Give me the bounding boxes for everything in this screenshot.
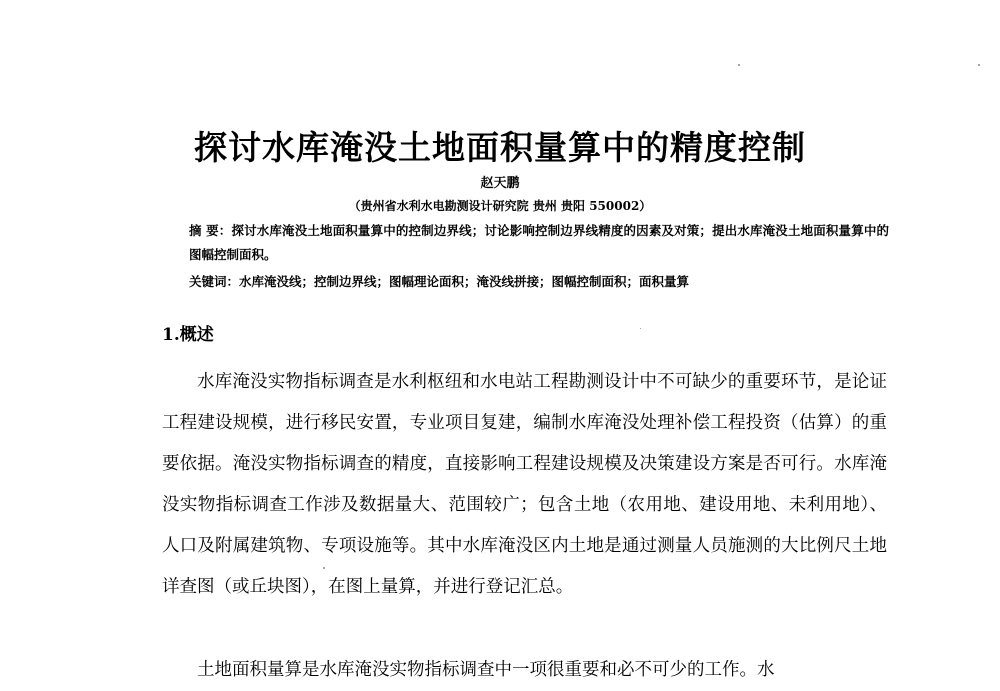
keywords-text: 水库淹没线；控制边界线；图幅理论面积；淹没线拼接；图幅控制面积；面积量算 [239, 274, 690, 289]
body-paragraph-continued: 土地面积量算是水库淹没实物指标调查中一项很重要和必不可少的工作。水 [197, 660, 775, 680]
scan-speck [323, 567, 325, 569]
abstract-text: 探讨水库淹没土地面积量算中的控制边界线；讨论影响控制边界线精度的因素及对策；提出水库淹没土地面积量算中的图幅控制面积。 [189, 223, 889, 262]
body-paragraph: 水库淹没实物指标调查是水利枢纽和水电站工程勘测设计中不可缺少的重要环节，是论证工程建设规模，进行移民安置，专业项目复建，编制水库淹没处理补偿工程投资（估算）的重要依据。淹没实物指标调查的精度，直接影响工程建设规模及决策建设方案是否可行。水库淹没实物指标调查工作涉及数据量大、范围较广；包含土地（农用地、建设用地、未利用地）、人口及附属建筑物、专项设施等。其中水库淹没区内土地是通过测量人员施测的大比例尺土地详查图（或丘块图），在图上量算，并进行登记汇总。 [162, 372, 887, 597]
scan-speck [738, 64, 740, 66]
paper-title: 探讨水库淹没土地面积量算中的精度控制 [194, 128, 806, 167]
author-name: 赵天鹏 [480, 176, 520, 191]
abstract [189, 219, 889, 267]
scan-speck [640, 328, 641, 329]
keywords-label: 关键词： [189, 274, 240, 289]
keywords [189, 272, 889, 290]
author-affiliation: （贵州省水利水电勘测设计研究院 贵州 贵阳 550002） [348, 199, 652, 213]
scan-speck [978, 64, 980, 66]
section-heading: 1.概述 [162, 325, 214, 345]
abstract-label: 摘 要： [189, 223, 232, 238]
